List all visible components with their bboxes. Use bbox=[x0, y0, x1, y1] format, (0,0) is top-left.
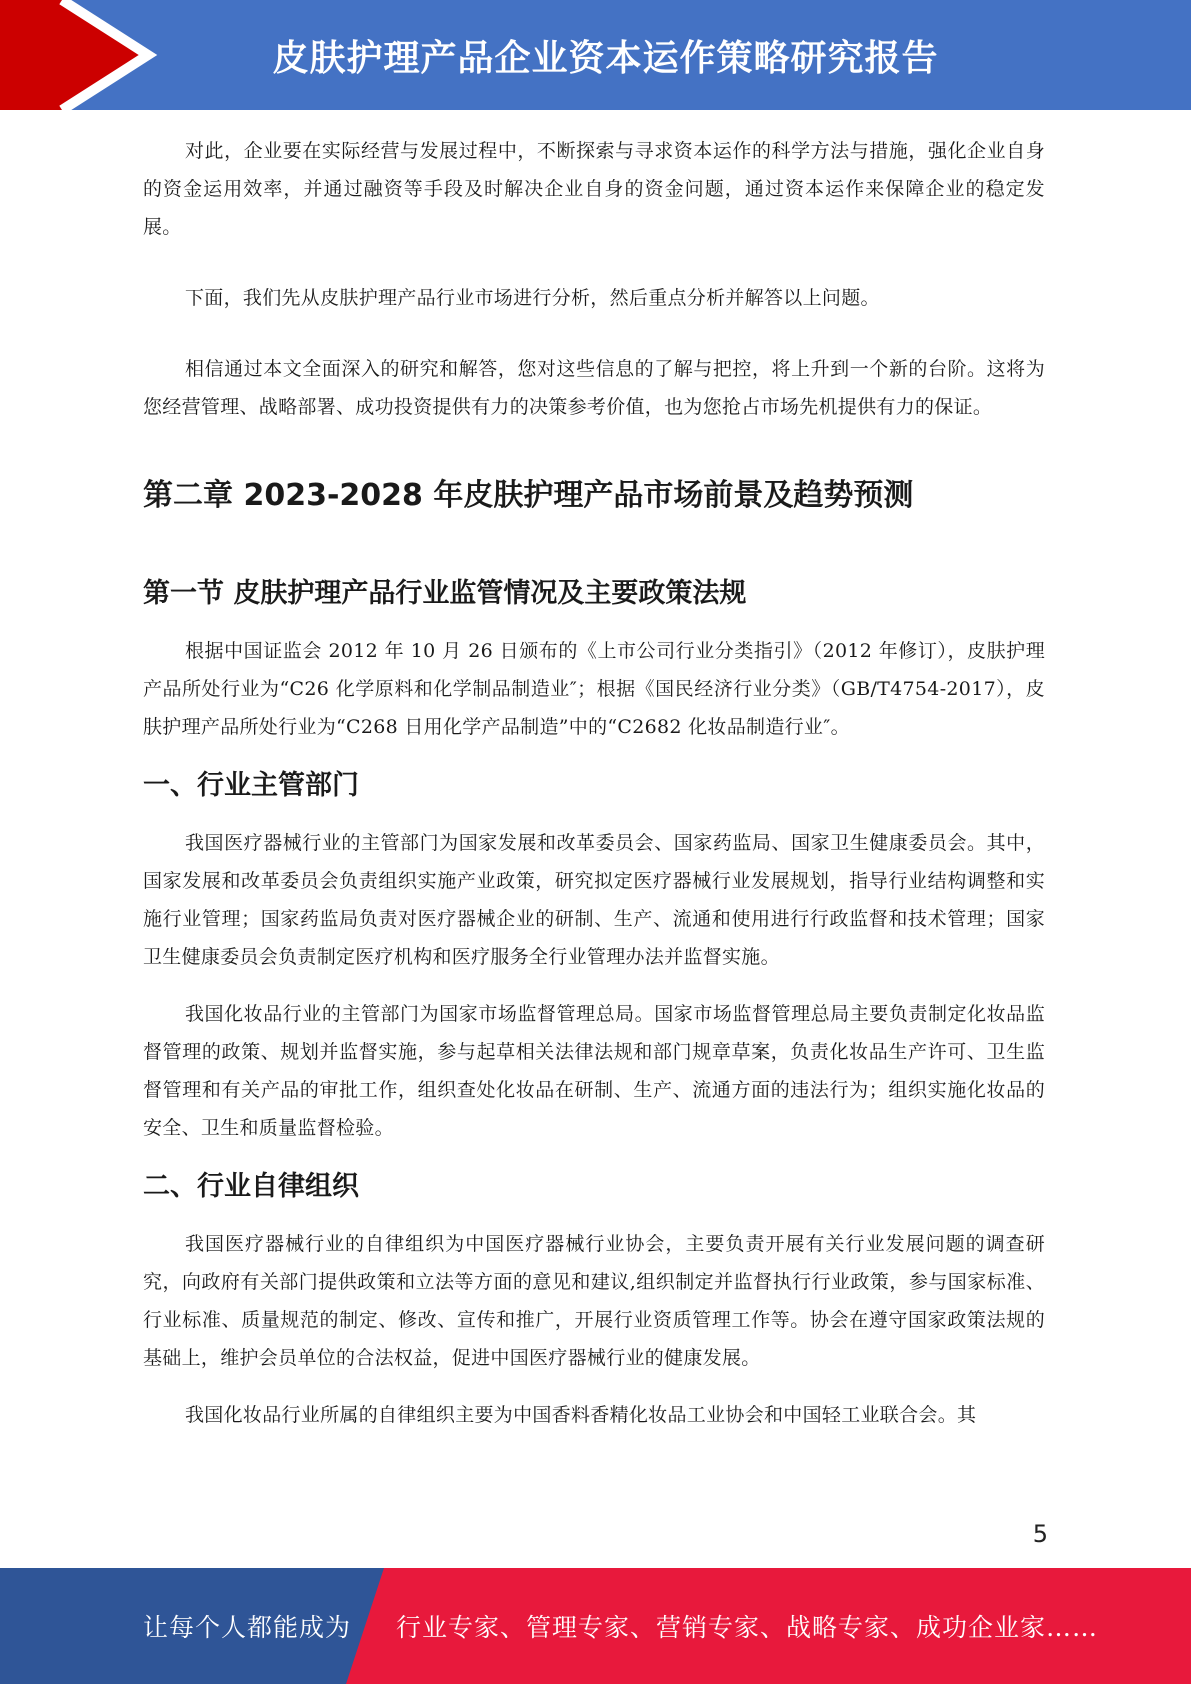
report-title: 皮肤护理产品企业资本运作策略研究报告 bbox=[272, 37, 939, 79]
footer-slogan-right: 行业专家、管理专家、营销专家、战略专家、成功企业家…… bbox=[396, 1613, 1099, 1642]
footer-banner bbox=[0, 1568, 1191, 1684]
page-number: 5 bbox=[1032, 1520, 1048, 1548]
subsection-2-paragraph-1: 我国医疗器械行业的自律组织为中国医疗器械行业协会，主要负责开展有关行业发展问题的调查研究，向政府有关部门提供政策和立法等方面的意见和建议,组织制定并监督执行行业政策，参与国家标准、行业标准、质量规范的制定、修改、宣传和推广，开展行业资质管理工作等。协会在遵守国家政策法规的基础上，维护会员单位的合法权益，促进中国医疗器械行业的健康发展。 bbox=[143, 1233, 1045, 1369]
chapter-title: 第二章 2023-2028 年皮肤护理产品市场前景及趋势预测 bbox=[143, 478, 914, 513]
subsection-2-paragraph-2: 我国化妆品行业所属的自律组织主要为中国香料香精化妆品工业协会和中国轻工业联合会。其 bbox=[185, 1404, 977, 1426]
section-title: 第一节 皮肤护理产品行业监管情况及主要政策法规 bbox=[143, 578, 747, 609]
section-paragraph: 根据中国证监会 2012 年 10 月 26 日颁布的《上市公司行业分类指引》（2012 年修订），皮肤护理产品所处行业为“C26 化学原料和化学制品制造业″；根据《国民经济行业分类》（GB/T4754-2017），皮肤护理产品所处行业为“C268 日用化学产品制造”中的“C2682 化妆品制造行业″。 bbox=[143, 640, 1045, 738]
subsection-title-2: 二、行业自律组织 bbox=[143, 1171, 359, 1202]
subsection-1-paragraph-1: 我国医疗器械行业的主管部门为国家发展和改革委员会、国家药监局、国家卫生健康委员会。其中，国家发展和改革委员会负责组织实施产业政策，研究拟定医疗器械行业发展规划，指导行业结构调整和实施行业管理；国家药监局负责对医疗器械企业的研制、生产、流通和使用进行行政监督和技术管理；国家卫生健康委员会负责制定医疗机构和医疗服务全行业管理办法并监督实施。 bbox=[143, 832, 1045, 968]
intro-paragraph-2: 下面，我们先从皮肤护理产品行业市场进行分析，然后重点分析并解答以上问题。 bbox=[185, 287, 880, 309]
red-arrow-shape bbox=[0, 0, 148, 110]
page-content bbox=[143, 132, 1045, 1434]
intro-paragraph-3: 相信通过本文全面深入的研究和解答，您对这些信息的了解与把控，将上升到一个新的台阶。这将为您经营管理、战略部署、成功投资提供有力的决策参考价值，也为您抢占市场先机提供有力的保证。 bbox=[143, 358, 1045, 418]
subsection-title-1: 一、行业主管部门 bbox=[143, 770, 359, 801]
footer-slogan-left: 让每个人都能成为 bbox=[143, 1613, 352, 1642]
header-banner bbox=[0, 0, 1191, 110]
subsection-1-paragraph-2: 我国化妆品行业的主管部门为国家市场监督管理总局。国家市场监督管理总局主要负责制定化妆品监督管理的政策、规划并监督实施，参与起草相关法律法规和部门规章草案，负责化妆品生产许可、卫生监督管理和有关产品的审批工作，组织查处化妆品在研制、生产、流通方面的违法行为；组织实施化妆品的安全、卫生和质量监督检验。 bbox=[143, 1003, 1045, 1139]
intro-paragraph-1: 对此，企业要在实际经营与发展过程中，不断探索与寻求资本运作的科学方法与措施，强化企业自身的资金运用效率，并通过融资等手段及时解决企业自身的资金问题，通过资本运作来保障企业的稳定发展。 bbox=[143, 140, 1045, 238]
